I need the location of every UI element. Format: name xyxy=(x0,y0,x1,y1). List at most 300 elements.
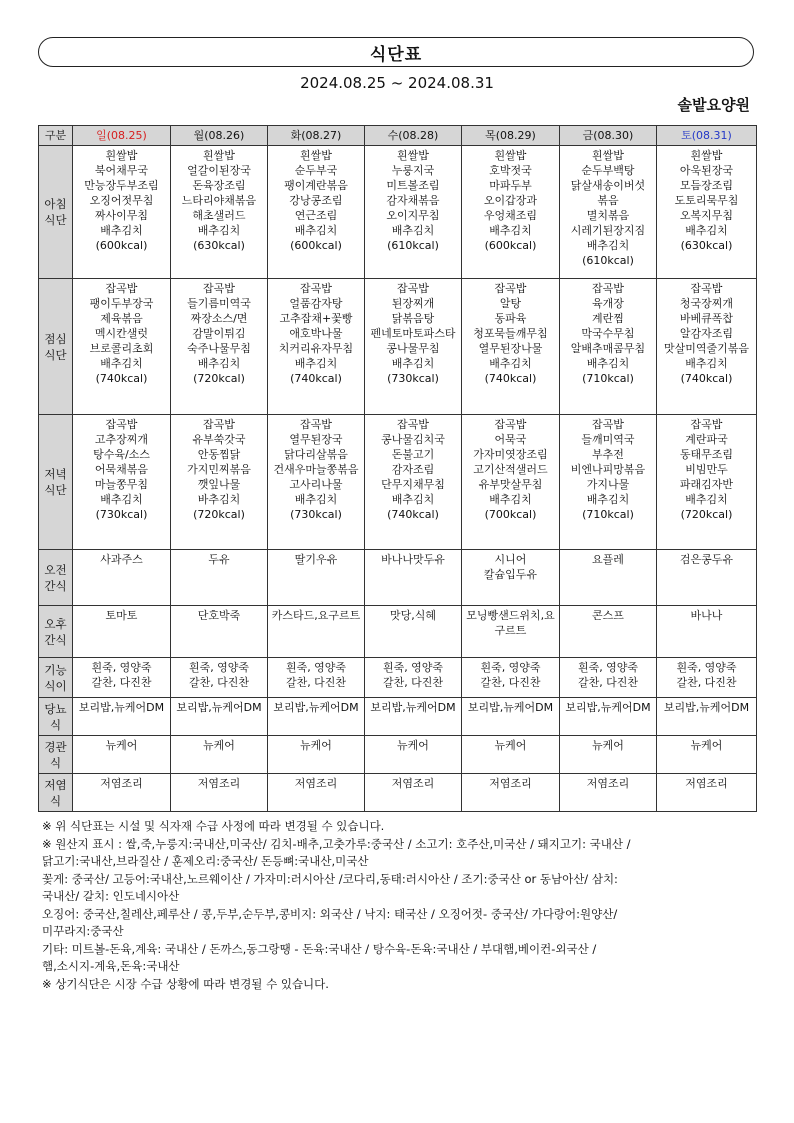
menu-item: 만능장두부조림 xyxy=(84,179,159,192)
menu-item: 숙주나물무침 xyxy=(187,342,251,355)
menu-item: 오이지무침 xyxy=(386,209,440,222)
menu-item: 단무지채무침 xyxy=(381,478,445,491)
menu-item: 갈찬, 다진찬 xyxy=(91,676,152,689)
row-label-line: 식단 xyxy=(44,213,67,227)
menu-cell xyxy=(560,550,657,606)
menu-item: 볶음 xyxy=(597,194,619,207)
menu-item: 동파육 xyxy=(494,312,527,325)
menu-item: 잡곡밥 xyxy=(203,282,235,295)
menu-cell xyxy=(73,774,171,812)
menu-item: (740kcal) xyxy=(387,508,439,521)
menu-item: 바베큐폭찹 xyxy=(679,312,734,325)
menu-item: 비빔만두 xyxy=(685,463,728,476)
menu-item: 얼품감자탕 xyxy=(289,297,343,310)
note-line: 햄,소시지-계육,돈육:국내산 xyxy=(42,959,180,973)
menu-item: 배추김치 xyxy=(100,493,143,506)
menu-item: 갈찬, 다진찬 xyxy=(676,676,737,689)
title-box xyxy=(38,37,754,67)
header-row xyxy=(39,126,757,146)
row-label-line: 식 xyxy=(49,717,62,732)
menu-cell xyxy=(657,606,757,658)
menu-cell xyxy=(462,736,560,774)
row-label-line: 오후 xyxy=(44,616,67,631)
menu-item: 잡곡밥 xyxy=(494,282,527,295)
menu-item: 흰쌀밥 xyxy=(690,149,723,162)
menu-item: 브로콜리초회 xyxy=(89,342,154,355)
menu-item: 흰죽, 영양죽 xyxy=(382,661,444,674)
menu-item: 뉴케어 xyxy=(690,739,723,752)
menu-item: 흰쌀밥 xyxy=(592,149,624,162)
menu-item: 바나나 xyxy=(690,609,723,622)
menu-item: (740kcal) xyxy=(95,372,148,385)
menu-item: (720kcal) xyxy=(193,372,245,385)
menu-table xyxy=(38,125,757,812)
menu-cell xyxy=(171,146,268,279)
row-label-line: 식이 xyxy=(44,678,67,693)
menu-cell xyxy=(268,774,365,812)
menu-item: 배추김치 xyxy=(489,224,532,237)
menu-item: 뉴케어 xyxy=(105,739,138,752)
menu-item: (630kcal) xyxy=(193,239,245,252)
row-am-snack xyxy=(39,550,757,606)
menu-item: 순두부백탕 xyxy=(581,164,635,177)
menu-item: 저염조리 xyxy=(685,777,728,790)
menu-item: 마늘쫑무침 xyxy=(94,478,149,491)
menu-item: 감자채볶음 xyxy=(386,194,440,207)
menu-item: 느타리야채볶음 xyxy=(181,194,257,207)
menu-item: 뉴케어 xyxy=(592,739,624,752)
menu-cell xyxy=(560,658,657,698)
menu-item: 흰죽, 영양죽 xyxy=(577,661,639,674)
menu-item: 열무된장국 xyxy=(289,433,343,446)
menu-item: 돈육장조림 xyxy=(192,179,246,192)
row-label-line: 저녁 xyxy=(44,467,67,481)
note-line: 오징어: 중국산,칠레산,페루산 / 콩,두부,순두부,콩비지: 외국산 / 낙지: 태국산 / 오징어젓- 중국산/ 가다랑어:원양산/ xyxy=(42,906,618,921)
row-label xyxy=(39,698,73,736)
menu-item: 도토리묵무침 xyxy=(674,194,739,207)
menu-item: 흰쌀밥 xyxy=(105,149,138,162)
menu-item: 파래김자반 xyxy=(679,478,734,491)
menu-item: 안동찜닭 xyxy=(197,448,241,461)
menu-item: 뉴케어 xyxy=(300,739,332,752)
menu-item: 저염조리 xyxy=(391,777,435,790)
menu-item: 비엔나피망볶음 xyxy=(570,463,646,476)
menu-item: 막국수무침 xyxy=(581,327,635,340)
menu-item: 모듬장조림 xyxy=(679,179,734,192)
menu-item: 배추김치 xyxy=(100,357,143,370)
menu-item: 저염조리 xyxy=(294,777,338,790)
menu-item: 육개장 xyxy=(592,297,624,310)
menu-cell xyxy=(365,774,462,812)
menu-item: 동태무조림 xyxy=(679,448,734,461)
row-label-line: 식단 xyxy=(44,347,67,362)
menu-cell xyxy=(560,415,657,550)
menu-cell xyxy=(462,774,560,812)
menu-item: 시니어 xyxy=(494,553,527,566)
menu-item: 잡곡밥 xyxy=(397,418,429,431)
menu-cell xyxy=(171,550,268,606)
menu-item: 배추김치 xyxy=(197,357,241,370)
menu-item: (740kcal) xyxy=(290,372,342,385)
menu-item: 토마토 xyxy=(105,609,138,622)
menu-cell xyxy=(560,774,657,812)
menu-item: (710kcal) xyxy=(582,372,634,385)
menu-item: 배추김치 xyxy=(391,224,435,237)
menu-item: 계란파국 xyxy=(685,433,728,446)
row-breakfast xyxy=(39,146,757,279)
menu-cell xyxy=(657,698,757,736)
menu-item: 멸치볶음 xyxy=(586,209,630,222)
day-header: 월(08.26) xyxy=(171,126,268,146)
menu-item: 잡곡밥 xyxy=(300,282,332,295)
menu-cell xyxy=(365,279,462,415)
row-diabetes xyxy=(39,698,757,736)
menu-item: 알배추매콤무침 xyxy=(570,342,646,355)
row-tube xyxy=(39,736,757,774)
menu-item: 돈불고기 xyxy=(391,448,435,461)
menu-item: 마파두부 xyxy=(489,179,532,192)
menu-cell xyxy=(560,146,657,279)
menu-item: (700kcal) xyxy=(484,508,537,521)
menu-item: 배추김치 xyxy=(586,493,630,506)
menu-item: 흰죽, 영양죽 xyxy=(188,661,250,674)
menu-item: 해초샐러드 xyxy=(192,209,246,222)
menu-item: (740kcal) xyxy=(484,372,537,385)
row-label xyxy=(39,774,73,812)
menu-cell xyxy=(73,606,171,658)
menu-cell xyxy=(268,606,365,658)
menu-cell xyxy=(171,698,268,736)
menu-item: (740kcal) xyxy=(680,372,733,385)
menu-item: (710kcal) xyxy=(582,508,634,521)
menu-item: 멕시칸샐럿 xyxy=(94,327,149,340)
menu-cell xyxy=(171,736,268,774)
menu-item: 잡곡밥 xyxy=(397,282,429,295)
menu-item: (600kcal) xyxy=(484,239,537,252)
note-line: 닭고기:국내산,브라질산 / 훈제오리:중국산/ 돈등뼈:국내산,미국산 xyxy=(42,854,369,868)
menu-item: 배추김치 xyxy=(100,224,143,237)
row-lunch xyxy=(39,279,757,415)
menu-item: 팽이계란볶음 xyxy=(284,179,348,192)
menu-item: 호박젓국 xyxy=(489,164,532,177)
menu-item: 뉴케어 xyxy=(203,739,235,752)
menu-item: 배추김치 xyxy=(294,357,338,370)
menu-item: 배추김치 xyxy=(685,493,728,506)
menu-item: 사과주스 xyxy=(100,553,143,566)
menu-cell xyxy=(268,415,365,550)
menu-item: 오복지무침 xyxy=(679,209,734,222)
row-label xyxy=(39,606,73,658)
menu-cell xyxy=(560,606,657,658)
menu-item: 고기산적샐러드 xyxy=(473,463,548,476)
menu-item: 들깨미역국 xyxy=(581,433,635,446)
menu-item: 잡곡밥 xyxy=(203,418,235,431)
menu-item: 뉴케어 xyxy=(397,739,429,752)
menu-item: 청국장찌개 xyxy=(679,297,734,310)
menu-cell xyxy=(657,736,757,774)
menu-item: 배추김치 xyxy=(294,224,338,237)
menu-cell xyxy=(365,658,462,698)
menu-item: 배추김치 xyxy=(685,224,728,237)
menu-item: 칼슘입두유 xyxy=(483,568,538,581)
menu-item: (720kcal) xyxy=(680,508,733,521)
menu-item: 잡곡밥 xyxy=(690,418,723,431)
menu-item: 바추김치 xyxy=(197,493,241,506)
note-line: ※ 위 식단표는 시설 및 식자재 수급 사정에 따라 변경될 수 있습니다. xyxy=(42,819,385,833)
menu-item: 배추김치 xyxy=(489,357,532,370)
row-label-line: 식 xyxy=(49,793,62,808)
menu-cell xyxy=(462,606,560,658)
menu-cell xyxy=(462,415,560,550)
menu-cell xyxy=(365,146,462,279)
menu-cell xyxy=(657,658,757,698)
menu-item: 가지민찌볶음 xyxy=(187,463,251,476)
menu-item: 건새우마늘쫑볶음 xyxy=(273,463,359,476)
menu-item: 강낭콩조림 xyxy=(289,194,343,207)
menu-item: 콘스프 xyxy=(592,609,624,622)
note-line: ※ 상기식단은 시장 수급 상황에 따라 변경될 수 있습니다. xyxy=(42,976,329,991)
menu-item: 갈찬, 다진찬 xyxy=(382,676,444,689)
menu-item: 누룽지국 xyxy=(391,164,435,177)
row-low-salt xyxy=(39,774,757,812)
menu-item: 고추잡채+꽃빵 xyxy=(279,312,353,325)
menu-item: (600kcal) xyxy=(290,239,342,252)
menu-item: 흰죽, 영양죽 xyxy=(285,661,347,674)
menu-item: (610kcal) xyxy=(387,239,439,252)
menu-item: 닭볶음탕 xyxy=(391,312,435,325)
menu-item: 갈찬, 다진찬 xyxy=(285,676,347,689)
menu-item: 흰죽, 영양죽 xyxy=(676,661,737,674)
menu-item: 짜사이무침 xyxy=(94,209,149,222)
row-pm-snack xyxy=(39,606,757,658)
menu-item: 콩나물김치국 xyxy=(381,433,445,446)
menu-item: 유부쑥갓국 xyxy=(192,433,246,446)
menu-cell xyxy=(268,146,365,279)
facility-name: 솔밭요양원 xyxy=(677,96,750,114)
menu-cell xyxy=(73,658,171,698)
menu-cell xyxy=(462,658,560,698)
menu-cell xyxy=(462,550,560,606)
menu-item: 짜장소스/면 xyxy=(190,312,248,325)
menu-item: 어묵채볶음 xyxy=(94,463,149,476)
menu-cell xyxy=(171,606,268,658)
menu-cell xyxy=(657,415,757,550)
menu-item: 보리밥,뉴케어DM xyxy=(663,701,750,714)
menu-item: 청포묵들깨무침 xyxy=(473,327,548,340)
day-header: 목(08.29) xyxy=(462,126,560,146)
menu-cell xyxy=(268,698,365,736)
menu-item: 저염조리 xyxy=(100,777,143,790)
menu-cell xyxy=(171,658,268,698)
menu-item: 계란찜 xyxy=(592,312,624,325)
menu-item: 요플레 xyxy=(592,553,624,566)
menu-item: 흰쌀밥 xyxy=(397,149,429,162)
row-label-line: 경관 xyxy=(44,739,67,754)
day-header: 수(08.28) xyxy=(365,126,462,146)
row-label xyxy=(39,736,73,774)
menu-item: 단호박죽 xyxy=(197,609,241,622)
menu-cell xyxy=(462,698,560,736)
menu-item: (730kcal) xyxy=(95,508,148,521)
menu-item: 유부맛살무침 xyxy=(478,478,543,491)
menu-item: 저염조리 xyxy=(197,777,241,790)
row-label xyxy=(39,279,73,415)
menu-item: 고사리나물 xyxy=(289,478,343,491)
menu-cell xyxy=(560,698,657,736)
menu-cell xyxy=(73,146,171,279)
menu-item: 아욱된장국 xyxy=(679,164,734,177)
menu-cell xyxy=(365,698,462,736)
menu-cell xyxy=(73,698,171,736)
menu-cell xyxy=(560,279,657,415)
menu-item: 배추김치 xyxy=(685,357,728,370)
menu-item: (720kcal) xyxy=(193,508,245,521)
menu-item: (610kcal) xyxy=(582,254,634,267)
menu-item: 배추김치 xyxy=(586,239,630,252)
menu-cell xyxy=(171,774,268,812)
menu-item: 닭살새송이버섯 xyxy=(570,179,646,192)
menu-item: 저염조리 xyxy=(489,777,532,790)
menu-item: (600kcal) xyxy=(95,239,148,252)
menu-item: 잡곡밥 xyxy=(300,418,332,431)
row-label-line: 점심 xyxy=(44,331,67,346)
menu-item: 깻잎나물 xyxy=(197,478,241,491)
menu-item: 뉴케어 xyxy=(494,739,527,752)
corner-label: 구분 xyxy=(39,126,73,146)
menu-item: 흰죽, 영양죽 xyxy=(91,661,152,674)
menu-item: 검은콩두유 xyxy=(679,553,734,566)
menu-cell xyxy=(73,279,171,415)
menu-cell xyxy=(268,658,365,698)
menu-item: 된장찌개 xyxy=(391,297,435,310)
menu-item: 두유 xyxy=(208,553,230,566)
menu-cell xyxy=(462,279,560,415)
menu-item: 배추김치 xyxy=(391,493,435,506)
row-label-line: 오전 xyxy=(44,562,67,577)
menu-item: 북어채무국 xyxy=(94,164,149,177)
day-header: 토(08.31) xyxy=(657,126,757,146)
menu-item: 보리밥,뉴케어DM xyxy=(78,701,165,714)
menu-item: 감말이튀김 xyxy=(192,327,246,340)
menu-item: 맛당,식혜 xyxy=(389,609,436,622)
date-range: 2024.08.25 ~ 2024.08.31 xyxy=(300,74,494,92)
menu-cell xyxy=(171,279,268,415)
row-label xyxy=(39,658,73,698)
menu-cell xyxy=(73,415,171,550)
menu-item: 흰죽, 영양죽 xyxy=(480,661,541,674)
menu-cell xyxy=(365,606,462,658)
menu-item: 고추장찌개 xyxy=(94,433,149,446)
row-label-line: 아침 xyxy=(44,197,67,211)
row-label xyxy=(39,415,73,550)
menu-cell xyxy=(73,736,171,774)
day-header: 일(08.25) xyxy=(73,126,171,146)
menu-cell xyxy=(365,415,462,550)
menu-item: 오징어젓무침 xyxy=(89,194,154,207)
menu-item: 순두부국 xyxy=(294,164,338,177)
row-label-line: 식 xyxy=(49,755,62,770)
note-line: 꽃게: 중국산/ 고등어:국내산,노르웨이산 / 가자미:러시아산 /코다리,동태:러시아산 / 조기:중국산 or 동남아산/ 삼치: xyxy=(42,871,618,886)
menu-cell xyxy=(657,774,757,812)
menu-item: (730kcal) xyxy=(387,372,439,385)
menu-item: 보리밥,뉴케어DM xyxy=(565,701,651,714)
menu-item: 부추전 xyxy=(592,448,624,461)
row-label xyxy=(39,550,73,606)
menu-item: 저염조리 xyxy=(586,777,630,790)
menu-item: 가자미엿장조림 xyxy=(473,448,548,461)
menu-cell xyxy=(657,279,757,415)
menu-item: 갈찬, 다진찬 xyxy=(577,676,639,689)
menu-item: 딸기우유 xyxy=(294,553,338,566)
menu-cell xyxy=(365,550,462,606)
menu-cell xyxy=(462,146,560,279)
menu-item: 잡곡밥 xyxy=(592,282,624,295)
menu-item: 배추김치 xyxy=(197,224,241,237)
notes xyxy=(42,818,754,993)
menu-item: 카스타드,요구르트 xyxy=(271,609,361,622)
row-label-line: 간식 xyxy=(44,578,67,593)
menu-item: 배추김치 xyxy=(294,493,338,506)
menu-cell xyxy=(657,146,757,279)
menu-item: 보리밥,뉴케어DM xyxy=(370,701,456,714)
menu-item: 감자조림 xyxy=(391,463,435,476)
menu-cell xyxy=(365,736,462,774)
day-header: 화(08.27) xyxy=(268,126,365,146)
row-label-line: 저염 xyxy=(44,777,67,792)
menu-item: 들기름미역국 xyxy=(187,297,251,310)
menu-item: 바나나맛두유 xyxy=(381,553,445,566)
row-functional xyxy=(39,658,757,698)
menu-item: 갈찬, 다진찬 xyxy=(480,676,541,689)
menu-item: 콩나물무침 xyxy=(386,342,440,355)
menu-item: 잡곡밥 xyxy=(494,418,527,431)
menu-cell xyxy=(73,550,171,606)
menu-item: 닭다리살볶음 xyxy=(284,448,348,461)
row-label-line: 간식 xyxy=(44,632,67,647)
menu-cell xyxy=(268,550,365,606)
menu-item: 열무된장나물 xyxy=(478,342,543,355)
menu-item: 보리밥,뉴케어DM xyxy=(273,701,359,714)
note-line: 기타: 미트볼-돈육,계육: 국내산 / 돈까스,동그랑땡 - 돈육:국내산 / 탕수육-돈육:국내산 / 부대햄,베이컨-외국산 / xyxy=(42,941,597,956)
menu-item: 펜네토마토파스타 xyxy=(370,327,456,340)
menu-item: 가지나물 xyxy=(586,478,630,491)
menu-cell xyxy=(560,736,657,774)
menu-item: 배추김치 xyxy=(391,357,435,370)
menu-item: 시레기된장지짐 xyxy=(570,224,646,237)
row-label-line: 당뇨 xyxy=(44,701,67,716)
menu-item: 제육볶음 xyxy=(100,312,143,325)
menu-item: 보리밥,뉴케어DM xyxy=(467,701,554,714)
menu-item: 잡곡밥 xyxy=(592,418,624,431)
menu-cell xyxy=(657,550,757,606)
row-label-line: 식단 xyxy=(44,483,67,497)
menu-item: 흰쌀밥 xyxy=(494,149,527,162)
menu-item: 연근조림 xyxy=(294,209,338,222)
menu-item: 잡곡밥 xyxy=(105,418,138,431)
note-line: 미꾸라지:중국산 xyxy=(42,924,124,938)
menu-cell xyxy=(171,415,268,550)
menu-item: 어묵국 xyxy=(494,433,527,446)
row-label xyxy=(39,146,73,279)
menu-item: 알감자조림 xyxy=(679,327,734,340)
menu-item: 탕수육/소스 xyxy=(93,448,150,461)
page-title: 식단표 xyxy=(369,44,423,65)
menu-item: 얼갈이된장국 xyxy=(187,164,251,177)
menu-item: 알탕 xyxy=(499,297,522,310)
menu-item: 오이갑장과 xyxy=(483,194,538,207)
menu-item: 배추김치 xyxy=(586,357,630,370)
menu-item: 잡곡밥 xyxy=(105,282,138,295)
